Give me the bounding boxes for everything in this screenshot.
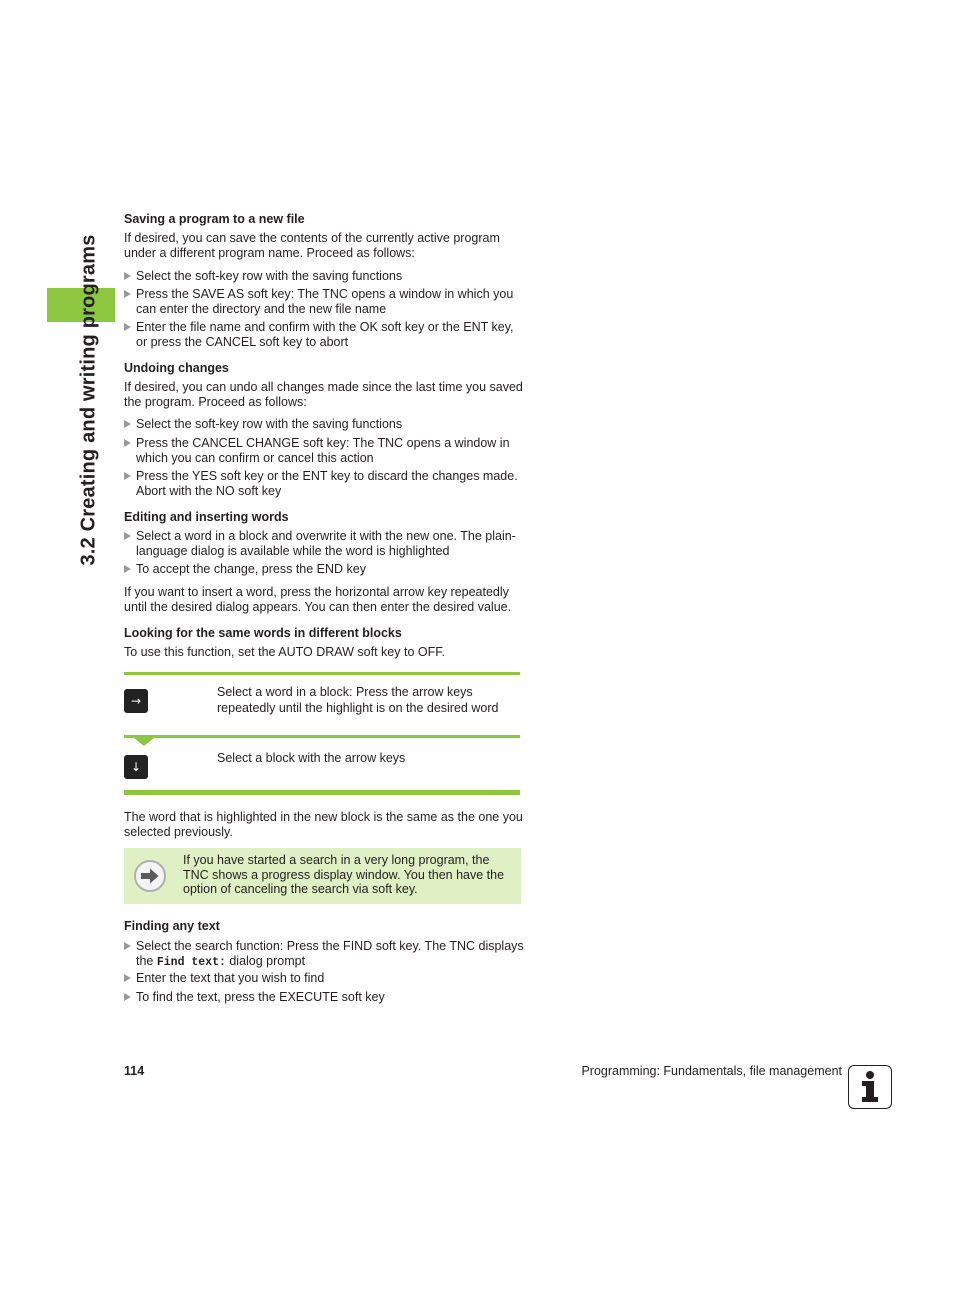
- step-text: Select a word in a block: Press the arrow keys repeatedly until the highlight is on the desired word: [217, 685, 499, 715]
- bullet-triangle-icon: [124, 565, 131, 573]
- code-find-text: Find text:: [156, 955, 226, 969]
- list-item: Select the search function: Press the FIND soft key. The TNC displays the Find text: dialog prompt: [124, 939, 524, 970]
- bullet-triangle-icon: [124, 323, 131, 331]
- bullet-triangle-icon: [124, 439, 131, 447]
- heading-editing: Editing and inserting words: [124, 510, 289, 524]
- down-arrow-key-icon: ↓: [124, 755, 148, 779]
- step-text: Select a block with the arrow keys: [217, 751, 406, 765]
- bullet-triangle-icon: [124, 942, 131, 950]
- note-text: If you have started a search in a very long program, the TNC shows a progress display window. You then have the option of canceling the search via soft key.: [183, 853, 505, 896]
- list-item: Press the YES soft key or the ENT key to discard the changes made. Abort with the NO soft key: [124, 469, 524, 498]
- list-item: Press the SAVE AS soft key: The TNC opens a window in which you can enter the directory and the new file name: [124, 287, 524, 316]
- bullet-triangle-icon: [124, 472, 131, 480]
- list-item: To find the text, press the EXECUTE soft key: [124, 990, 524, 1005]
- list-item: Enter the file name and confirm with the OK soft key or the ENT key, or press the CANCEL soft key to abort: [124, 320, 524, 349]
- list-item: Enter the text that you wish to find: [124, 971, 524, 986]
- heading-same-words: Looking for the same words in different blocks: [124, 626, 402, 640]
- paragraph-undoing-intro: If desired, you can undo all changes made since the last time you saved the program. Proceed as follows:: [124, 380, 523, 409]
- note-arrow-icon: [134, 860, 166, 892]
- bullet-triangle-icon: [124, 532, 131, 540]
- bullet-triangle-icon: [124, 420, 131, 428]
- list-item: Select the soft-key row with the saving functions: [124, 269, 524, 284]
- heading-saving: Saving a program to a new file: [124, 212, 305, 226]
- running-title: Programming: Fundamentals, file management: [581, 1064, 842, 1078]
- step-pointer-icon: [134, 738, 154, 746]
- bullet-triangle-icon: [124, 290, 131, 298]
- paragraph-after-search: The word that is highlighted in the new block is the same as the one you selected previously.: [124, 810, 523, 839]
- step-divider: [124, 735, 520, 738]
- list-item: Select the soft-key row with the saving functions: [124, 417, 524, 432]
- list-item: To accept the change, press the END key: [124, 562, 524, 577]
- paragraph-insert-word: If you want to insert a word, press the horizontal arrow key repeatedly until the desired dialog appears. You can then enter the desired value.: [124, 585, 512, 614]
- bullet-triangle-icon: [124, 993, 131, 1001]
- list-item: Press the CANCEL CHANGE soft key: The TNC opens a window in which you can confirm or cancel this action: [124, 436, 524, 465]
- info-icon: [848, 1065, 892, 1109]
- bullet-triangle-icon: [124, 974, 131, 982]
- heading-finding-text: Finding any text: [124, 919, 220, 933]
- heading-undoing: Undoing changes: [124, 361, 229, 375]
- note-box: [124, 848, 521, 904]
- step-divider: [124, 672, 520, 675]
- list-item: Select a word in a block and overwrite it with the new one. The plain-language dialog is available while the word is highlighted: [124, 529, 524, 558]
- right-arrow-key-icon: →: [124, 689, 148, 713]
- bullet-triangle-icon: [124, 272, 131, 280]
- step-divider-end: [124, 790, 520, 795]
- paragraph-same-words-intro: To use this function, set the AUTO DRAW soft key to OFF.: [124, 645, 445, 659]
- chapter-side-title: 3.2 Creating and writing programs: [77, 234, 100, 566]
- page-number: 114: [124, 1064, 145, 1078]
- paragraph-saving-intro: If desired, you can save the contents of the currently active program under a different program name. Proceed as follows:: [124, 231, 500, 260]
